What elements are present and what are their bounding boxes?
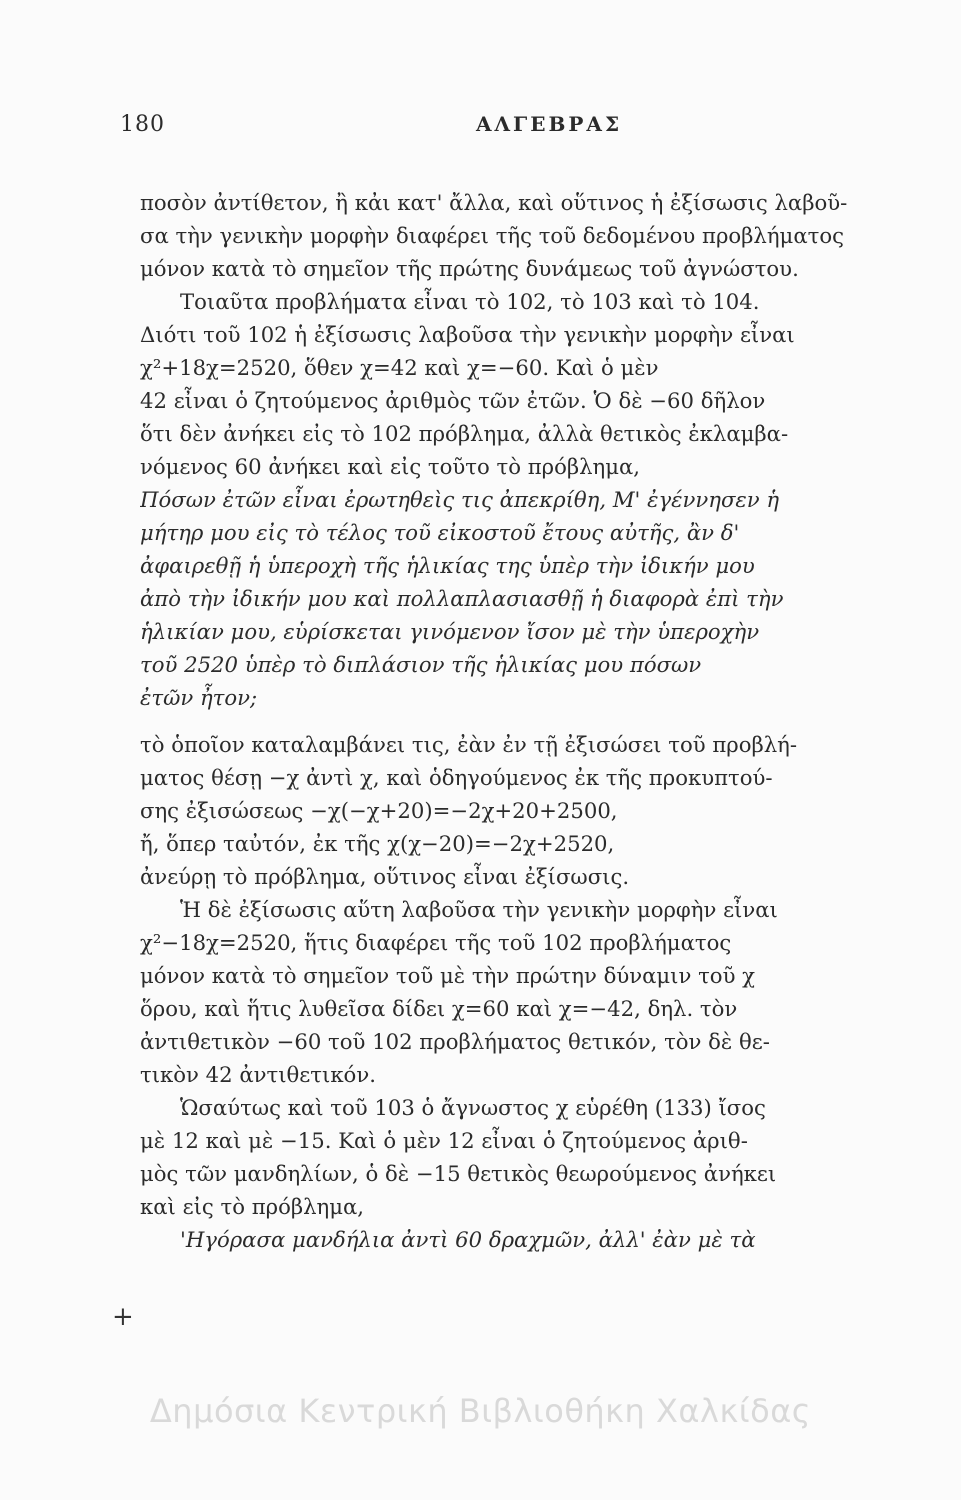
text-line: σα τὴν γενικὴν μορφὴν διαφέρει τῆς τοῦ δεδομένου προβλήματος [140, 223, 844, 248]
text-line: καὶ εἰς τὸ πρόβλημα, [140, 1194, 365, 1219]
text-line: μόνον κατὰ τὸ σημεῖον τοῦ μὲ τὴν πρώτην δύναμιν τοῦ χ [140, 963, 756, 988]
running-title: ΑΛΓΕΒΡΑΣ [476, 112, 623, 136]
page-header [120, 112, 900, 152]
text-line: σης ἐξισώσεως −χ(−χ+20)=−2χ+20+2500, [140, 798, 618, 823]
text-line: ἀφαιρεθῇ ἡ ὑπεροχὴ τῆς ἡλικίας της ὑπὲρ τὴν ἰδικήν μου [140, 553, 755, 578]
text-line: τοῦ 2520 ὑπὲρ τὸ διπλάσιον τῆς ἡλικίας μου πόσων [140, 652, 702, 677]
paragraph-gap [140, 714, 885, 728]
text-line: ὅρου, καὶ ἥτις λυθεῖσα δίδει χ=60 καὶ χ=−42, δηλ. τὸν [140, 996, 738, 1021]
text-line: ἀντιθετικὸν −60 τοῦ 102 προβλήματος θετικόν, τὸν δὲ θε- [140, 1029, 770, 1054]
text-line: τὸ ὁποῖον καταλαμβάνει τις, ἐὰν ἐν τῇ ἐξισώσει τοῦ προβλή- [140, 732, 797, 757]
text-line: μὲ 12 καὶ μὲ −15. Καὶ ὁ μὲν 12 εἶναι ὁ ζητούμενος ἀριθ- [140, 1128, 748, 1153]
margin-mark: + [112, 1302, 134, 1332]
page-number: 180 [120, 112, 165, 137]
text-line: ματος θέσῃ −χ ἀντὶ χ, καὶ ὁδηγούμενος ἐκ τῆς προκυπτού- [140, 765, 773, 790]
text-line: 42 εἶναι ὁ ζητούμενος ἀριθμὸς τῶν ἐτῶν. Ὁ δὲ −60 δῆλον [140, 388, 766, 413]
body-text [140, 186, 885, 1256]
text-line: ὅτι δὲν ἀνήκει εἰς τὸ 102 πρόβλημα, ἀλλὰ θετικὸς ἐκλαμβα- [140, 421, 789, 446]
text-line: νόμενος 60 ἀνήκει καὶ εἰς τοῦτο τὸ πρόβλημα, [140, 454, 641, 479]
text-line: τικὸν 42 ἀντιθετικόν. [140, 1062, 376, 1087]
text-line: ἡλικίαν μου, εὑρίσκεται γινόμενον ἴσον μὲ τὴν ὑπεροχὴν [140, 619, 760, 644]
text-line: ποσὸν ἀντίθετον, ἢ κἀι κατ' ἄλλα, καὶ οὕτινος ἡ ἐξίσωσις λαβοῦ- [140, 190, 848, 215]
text-line: μὸς τῶν μανδηλίων, ὁ δὲ −15 θετικὸς θεωρούμενος ἀνήκει [140, 1161, 777, 1186]
text-line: Πόσων ἐτῶν εἶναι ἐρωτηθεὶς τις ἀπεκρίθη, Μ' ἐγέννησεν ἡ [140, 487, 780, 512]
text-line: 'Ηγόρασα μανδήλια ἀντὶ 60 δραχμῶν, ἀλλ' ἐὰν μὲ τὰ [180, 1227, 756, 1252]
text-line: Διότι τοῦ 102 ἡ ἐξίσωσις λαβοῦσα τὴν γενικὴν μορφὴν εἶναι [140, 322, 795, 347]
text-line: χ²−18χ=2520, ἥτις διαφέρει τῆς τοῦ 102 προβλήματος [140, 930, 732, 955]
text-line: ἀπὸ τὴν ἰδικήν μου καὶ πολλαπλασιασθῇ ἡ διαφορὰ ἐπὶ τὴν [140, 586, 784, 611]
text-line: Ἡ δὲ ἐξίσωσις αὕτη λαβοῦσα τὴν γενικὴν μορφὴν εἶναι [180, 897, 778, 922]
text-line: χ²+18χ=2520, ὅθεν χ=42 καὶ χ=−60. Καὶ ὁ μὲν [140, 355, 659, 380]
text-line: μόνον κατὰ τὸ σημεῖον τῆς πρώτης δυνάμεως τοῦ ἀγνώστου. [140, 256, 799, 281]
text-line: Τοιαῦτα προβλήματα εἶναι τὸ 102, τὸ 103 καὶ τὸ 104. [180, 289, 760, 314]
text-line: Ὡσαύτως καὶ τοῦ 103 ὁ ἄγνωστος χ εὑρέθη (133) ἴσος [180, 1095, 766, 1120]
text-line: ἀνεύρῃ τὸ πρόβλημα, οὕτινος εἶναι ἐξίσωσις. [140, 864, 630, 889]
text-line: ἤ, ὅπερ ταὐτόν, ἐκ τῆς χ(χ−20)=−2χ+2520, [140, 831, 615, 856]
text-line: ἐτῶν ἦτον; [140, 685, 258, 710]
library-watermark: Δημόσια Κεντρική Βιβλιοθήκη Χαλκίδας [149, 1392, 812, 1430]
text-line: μήτηρ μου εἰς τὸ τέλος τοῦ εἰκοστοῦ ἔτους αὐτῆς, ἂν δ' [140, 520, 740, 545]
